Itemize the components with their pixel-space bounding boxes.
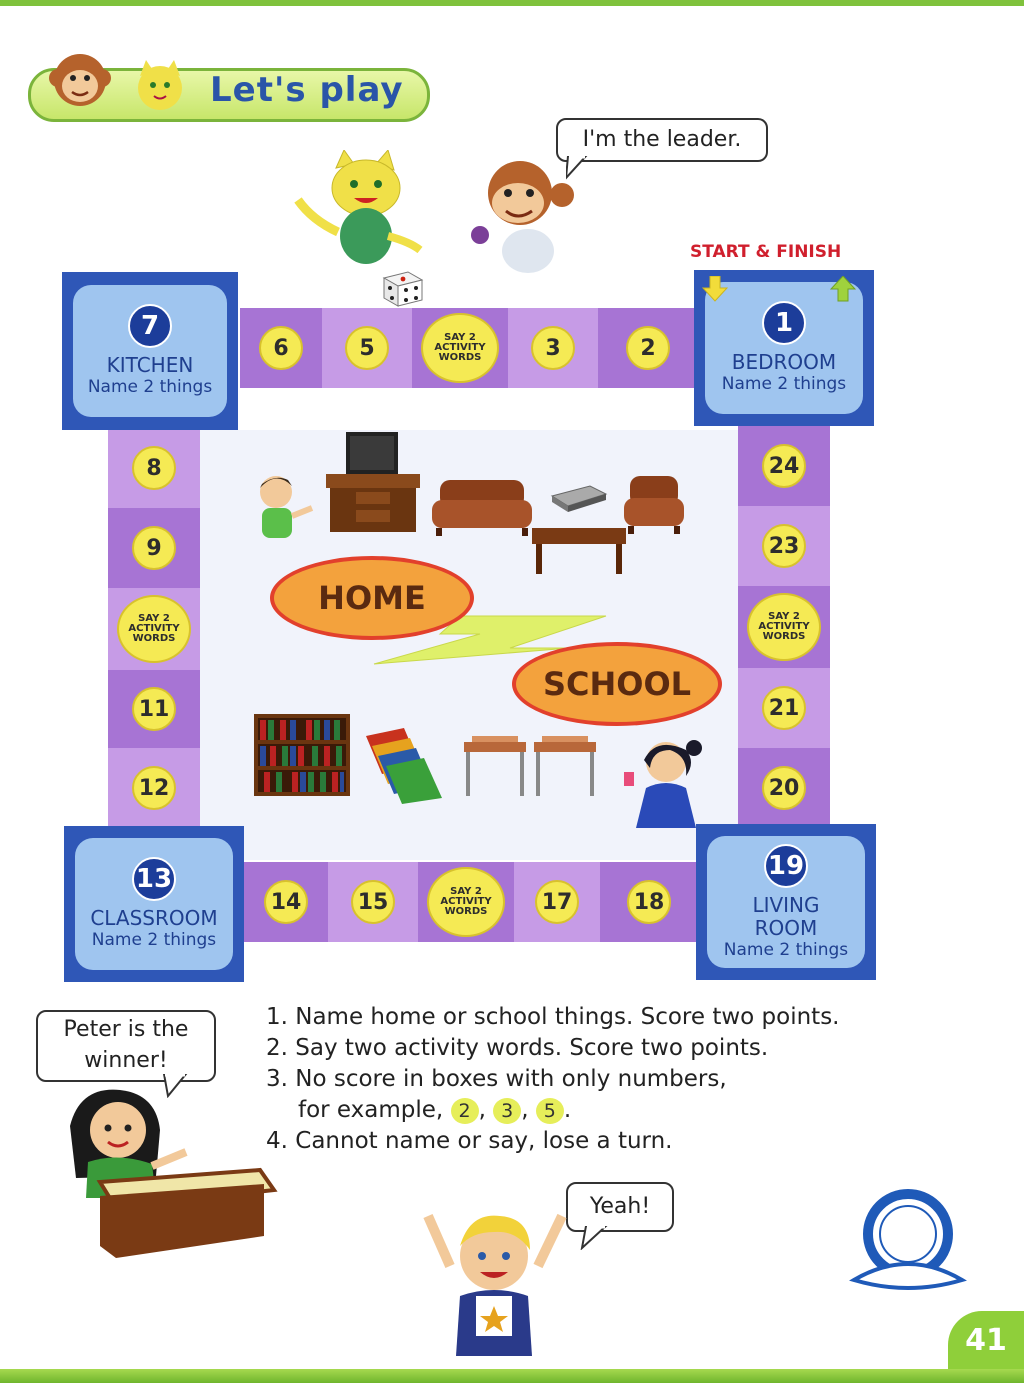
board-cell	[240, 308, 322, 388]
corner-kitchen	[62, 272, 238, 430]
start-finish-label: START & FINISH	[690, 242, 842, 262]
board-cell-number: 2	[626, 326, 670, 370]
board-cell	[322, 308, 412, 388]
corner-number: 1	[762, 301, 806, 345]
board-cell-number: 21	[762, 686, 806, 730]
board-cell-number: 8	[132, 446, 176, 490]
home-label: HOME	[270, 556, 474, 640]
leader-text: I'm the leader.	[582, 127, 742, 152]
board-right-column	[738, 426, 830, 828]
rule-4: 4. Cannot name or say, lose a turn.	[266, 1128, 673, 1154]
board-cell	[598, 308, 698, 388]
corner-instruction: Name 2 things	[87, 377, 213, 397]
board-cell	[108, 748, 200, 828]
board-cell	[508, 308, 598, 388]
board-left-column	[108, 428, 200, 828]
corner-title: LIVING ROOM	[752, 892, 820, 940]
say-activity-disc: SAY 2 ACTIVITY WORDS	[117, 595, 191, 663]
girl-drinking-illustration	[616, 732, 710, 832]
board-cell-number: 12	[132, 766, 176, 810]
board-cell-number: 9	[132, 526, 176, 570]
school-label: SCHOOL	[512, 642, 722, 726]
top-border	[0, 0, 1024, 6]
board-cell-say-activity	[108, 588, 200, 670]
game-rules	[266, 1002, 926, 1157]
board-cell	[738, 506, 830, 586]
armchair-illustration	[622, 474, 686, 536]
page-number: 41	[948, 1311, 1024, 1369]
bottom-border	[0, 1369, 1024, 1383]
sofa-illustration	[430, 476, 534, 536]
corner-number: 19	[764, 844, 808, 888]
board-cell-number: 11	[132, 687, 176, 731]
cheering-boy-illustration	[420, 1206, 570, 1366]
rule-3: 3. No score in boxes with only numbers,	[266, 1066, 727, 1092]
dice-icon	[380, 268, 426, 308]
board-top-row	[240, 308, 698, 388]
board-cell-number: 23	[762, 524, 806, 568]
corner-number: 7	[128, 304, 172, 348]
example-disc: 2	[451, 1098, 479, 1124]
cat-icon	[132, 58, 188, 114]
page-title: Let's play	[210, 70, 404, 110]
cat-character-illustration	[292, 150, 432, 270]
yeah-speech-bubble	[566, 1182, 674, 1232]
board-cell	[514, 862, 600, 942]
board-cell	[108, 670, 200, 748]
board-cell-number: 17	[535, 880, 579, 924]
school-desks-illustration	[460, 736, 602, 798]
winner-speech-bubble	[36, 1010, 216, 1082]
board-cell	[328, 862, 418, 942]
rule-1: 1. Name home or school things. Score two points.	[266, 1004, 840, 1030]
monkey-icon	[48, 48, 112, 112]
corner-living-room	[696, 824, 876, 980]
board-cell-number: 3	[531, 326, 575, 370]
say-activity-disc: SAY 2 ACTIVITY WORDS	[427, 867, 505, 937]
board-cell-number: 18	[627, 880, 671, 924]
books-illustration	[356, 726, 448, 806]
board-cell-number: 15	[351, 880, 395, 924]
say-activity-disc: SAY 2 ACTIVITY WORDS	[747, 593, 821, 661]
corner-number: 13	[132, 857, 176, 901]
coffee-table-illustration	[530, 526, 628, 576]
rule-2: 2. Say two activity words. Score two points.	[266, 1035, 769, 1061]
boy-illustration	[248, 470, 318, 542]
corner-instruction: Name 2 things	[91, 930, 217, 950]
arrow-up-icon	[830, 276, 856, 302]
corner-instruction: Name 2 things	[723, 939, 849, 960]
board-bottom-row	[244, 862, 698, 942]
corner-title: BEDROOM	[731, 350, 837, 374]
board-cell-number: 14	[264, 880, 308, 924]
board-cell	[244, 862, 328, 942]
board-cell-say-activity	[418, 862, 514, 942]
quality-badge-logo	[848, 1188, 968, 1294]
winner-text: Peter is the winner!	[63, 1017, 189, 1073]
tv-cabinet-illustration	[322, 430, 424, 534]
corner-title: CLASSROOM	[90, 906, 218, 930]
corner-classroom	[64, 826, 244, 982]
board-cell-say-activity	[738, 586, 830, 668]
board-cell	[738, 426, 830, 506]
board-cell	[108, 428, 200, 508]
board-cell-say-activity	[412, 308, 508, 388]
board-cell-number: 24	[762, 444, 806, 488]
board-cell	[108, 508, 200, 588]
speech-tail-icon	[580, 1226, 610, 1250]
board-cell	[738, 748, 830, 828]
corner-title: KITCHEN	[106, 353, 194, 377]
bookshelf-illustration	[254, 714, 350, 796]
board-cell	[738, 668, 830, 748]
board-cell	[600, 862, 698, 942]
monkey-character-illustration	[462, 155, 582, 275]
dvd-player-illustration	[550, 484, 608, 514]
example-disc: 5	[536, 1098, 564, 1124]
example-disc: 3	[493, 1098, 521, 1124]
corner-instruction: Name 2 things	[721, 374, 847, 394]
rule-3-example: for example, 2 , 3 , 5 .	[298, 1097, 572, 1123]
yeah-text: Yeah!	[589, 1194, 651, 1219]
say-activity-disc: SAY 2 ACTIVITY WORDS	[421, 313, 499, 383]
board-cell-number: 6	[259, 326, 303, 370]
board-cell-number: 5	[345, 326, 389, 370]
arrow-down-icon	[702, 276, 728, 302]
board-cell-number: 20	[762, 766, 806, 810]
girl-at-desk-illustration	[60, 1086, 282, 1264]
